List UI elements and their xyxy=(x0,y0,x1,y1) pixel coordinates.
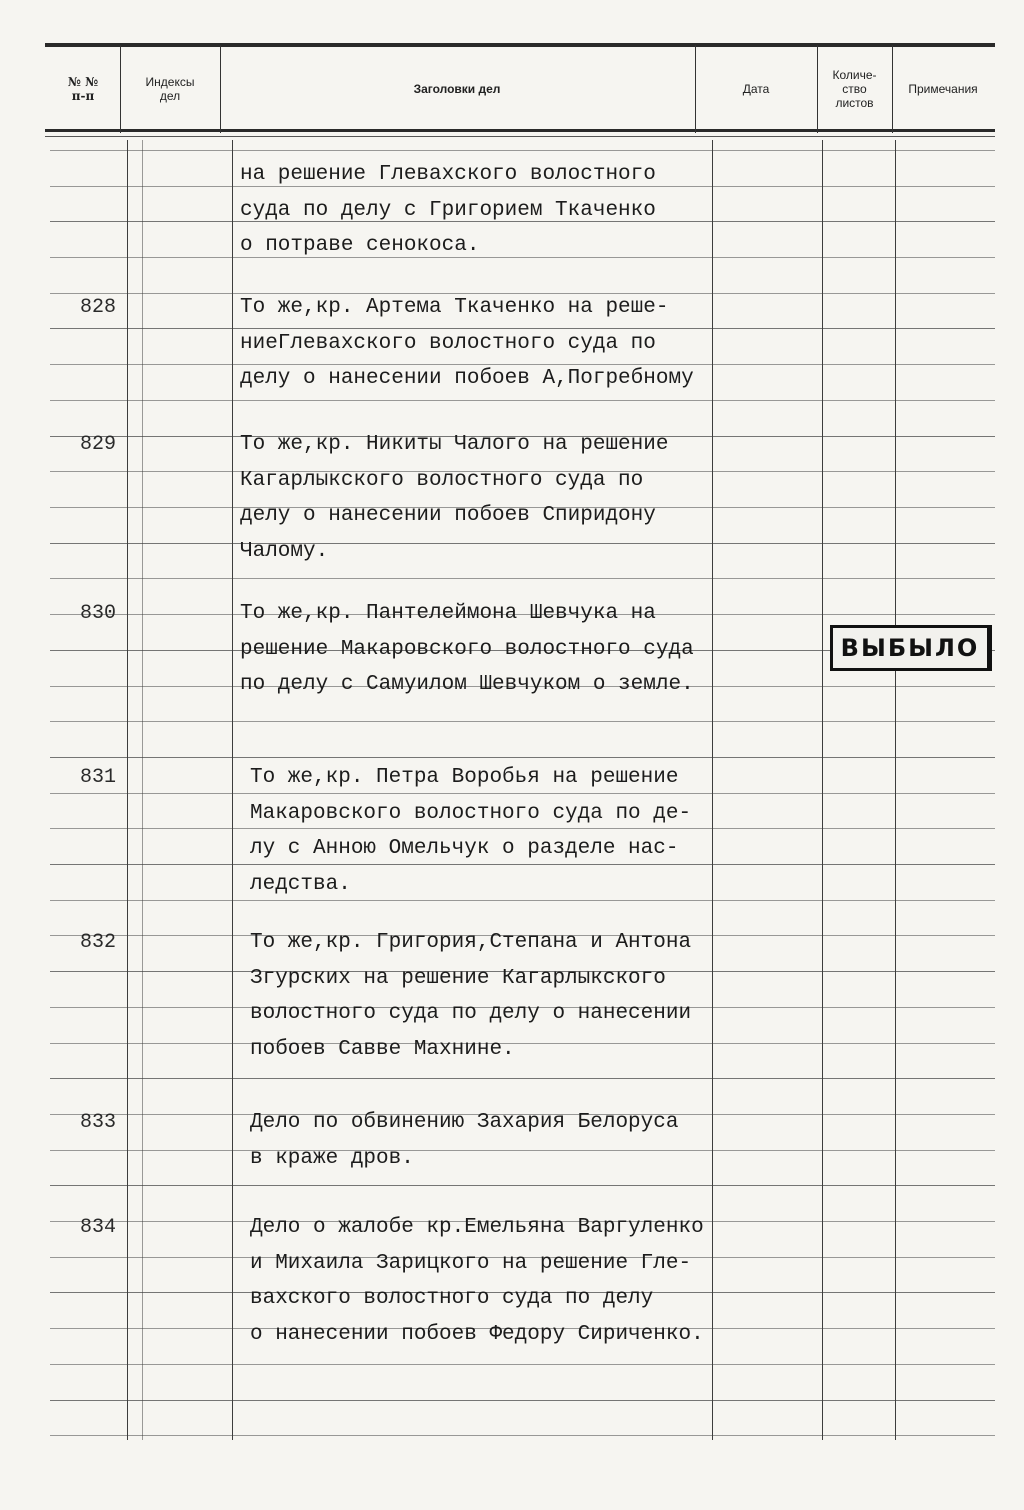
ruled-line xyxy=(50,1185,995,1186)
column-rule xyxy=(822,140,823,1440)
header-col-title: Заголовки дел xyxy=(413,82,501,96)
entry-number: 832 xyxy=(80,931,117,954)
entry-title-line: по делу с Самуилом Шевчуком о земле. xyxy=(240,673,694,696)
entry-title-line: ниеГлевахского волостного суда по xyxy=(240,331,656,355)
entry-title-line: ледства. xyxy=(250,872,351,896)
column-rule xyxy=(127,140,128,1440)
entry-title-line: Дело о жалобе кр.Емельяна Варгуленко xyxy=(250,1216,704,1239)
header-top-rule xyxy=(45,43,995,47)
header-col-notes: Примечания xyxy=(908,82,978,96)
entry-title xyxy=(250,1105,678,1176)
header-divider xyxy=(695,45,696,133)
entry-title-line: побоев Савве Махнине. xyxy=(250,1037,515,1061)
entry-title-line: о нанесении побоев Федору Сириченко. xyxy=(250,1322,704,1346)
entry-number: 831 xyxy=(80,766,117,789)
entry-title-line: Дело по обвинению Захария Белоруса xyxy=(250,1111,679,1134)
entry-title xyxy=(240,427,668,569)
header-col-number: № № п-п xyxy=(67,75,99,103)
entry-title-line: То же,кр. Артема Ткаченко на реше- xyxy=(240,296,669,319)
ruled-line xyxy=(50,1078,995,1079)
ruled-line xyxy=(50,757,995,758)
entry-title-line: суда по делу с Григорием Ткаченко xyxy=(240,198,656,222)
entry-title-line: в краже дров. xyxy=(250,1146,414,1170)
entry-title-line: делу о нанесении побоев А,Погребному xyxy=(240,367,694,390)
entry-title-line: То же,кр. Пантелеймона Шевчука на xyxy=(240,602,656,625)
entry-title-line: Кагарлыкского волостного суда по xyxy=(240,468,644,492)
entry-number: 828 xyxy=(80,296,117,319)
entry-title-line: решение Макаровского волостного суда xyxy=(240,637,694,661)
entry-title-line: Згурских на решение Кагарлыкского xyxy=(250,966,666,990)
entry-title xyxy=(240,596,694,703)
entry-title-line: Макаровского волостного суда по де- xyxy=(250,801,692,825)
ruled-line xyxy=(50,150,995,151)
column-rule xyxy=(232,140,233,1440)
entry-title-line: о потраве сенокоса. xyxy=(240,234,480,257)
header-thin-rule xyxy=(45,136,995,137)
entry-title xyxy=(250,925,691,1067)
column-rule xyxy=(142,140,143,1440)
entry-title-line: То же,кр. Григория,Степана и Антона xyxy=(250,931,692,954)
entry-title-line: делу о нанесении побоев Спиридону xyxy=(240,504,656,527)
header-divider xyxy=(120,45,121,133)
entry-title-line: на решение Глевахского волостного xyxy=(240,163,656,186)
entry-title xyxy=(240,157,656,264)
entry-title-line: и Михаила Зарицкого на решение Гле- xyxy=(250,1251,692,1275)
entry-title-line: То же,кр. Никиты Чалого на решение xyxy=(240,433,669,456)
header-col-date: Дата xyxy=(742,82,770,96)
ruled-line xyxy=(50,400,995,401)
withdrawn-stamp: ВЫБЫЛО xyxy=(830,625,992,671)
header-divider xyxy=(220,45,221,133)
column-rule xyxy=(895,140,896,1440)
ruled-line xyxy=(50,721,995,722)
ruled-line xyxy=(50,1364,995,1365)
entry-title-line: вахского волостного суда по делу xyxy=(250,1287,654,1310)
ruled-line xyxy=(50,1400,995,1401)
header-col-sheets: Количе- ство листов xyxy=(832,68,877,110)
entry-title-line: лу с Анною Омельчук о разделе нас- xyxy=(250,837,679,860)
entry-title-line: То же,кр. Петра Воробья на решение xyxy=(250,766,679,789)
entry-number: 834 xyxy=(80,1216,117,1239)
entry-number: 829 xyxy=(80,433,117,456)
entry-number: 830 xyxy=(80,602,117,625)
column-rule xyxy=(712,140,713,1440)
entry-title xyxy=(240,290,694,397)
entry-title-line: волостного суда по делу о нанесении xyxy=(250,1002,692,1025)
entry-title xyxy=(250,1210,704,1352)
header-col-index: Индексы дел xyxy=(145,75,195,103)
header-bottom-rule xyxy=(45,129,995,132)
entry-title-line: Чалому. xyxy=(240,539,329,563)
entry-number: 833 xyxy=(80,1111,117,1134)
ruled-line xyxy=(50,1435,995,1436)
ruled-line xyxy=(50,578,995,579)
entry-title xyxy=(250,760,691,902)
